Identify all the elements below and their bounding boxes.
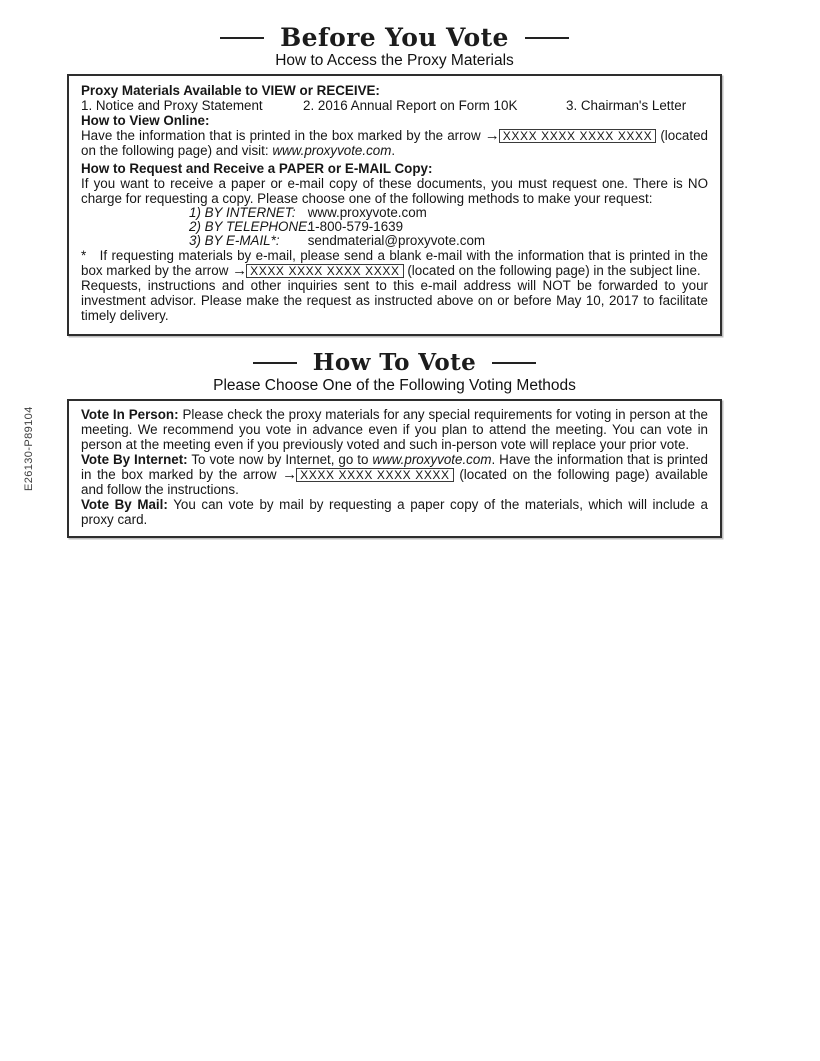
material-item-chairmans-letter: 3. Chairman's Letter — [566, 98, 687, 113]
view-online-text: Have the information that is printed in the box marked by the arrow — [81, 128, 481, 143]
control-number-placeholder: XXXX XXXX XXXX XXXX — [246, 264, 403, 279]
arrow-icon: → — [232, 262, 247, 279]
control-number-placeholder: XXXX XXXX XXXX XXXX — [296, 468, 453, 483]
view-online-paragraph — [81, 128, 708, 158]
proxyvote-url: www.proxyvote.com — [372, 452, 492, 467]
method-value-internet: www.proxyvote.com — [307, 205, 427, 220]
method-label-internet: 1) BY INTERNET: — [189, 205, 296, 220]
vote-by-mail-label: Vote By Mail: — [81, 497, 168, 512]
vote-by-internet-text-after: (located on the following page) available and follow the instructions. — [81, 467, 708, 497]
url-period: . — [391, 143, 396, 158]
footnote-text-after: (located on the following page) in the subject line. — [407, 263, 701, 278]
vote-in-person-paragraph — [81, 407, 708, 452]
method-row-email — [189, 234, 708, 248]
vote-by-internet-paragraph — [81, 452, 708, 497]
vote-in-person-label: Vote In Person: — [81, 407, 179, 422]
vote-in-person-text: Please check the proxy materials for any special requirements for voting in person at the meeting. We recommend you vote in advance even if you plan to attend the meeting. You can vote in person at the meeting even if you previously voted and such in-person vote will replace your prior vote. — [81, 407, 708, 452]
control-number-placeholder: XXXX XXXX XXXX XXXX — [499, 129, 656, 144]
materials-list — [81, 98, 708, 113]
section-title-before-you-vote — [220, 24, 569, 51]
before-you-vote-title-text: Before You Vote — [280, 23, 509, 52]
document-content — [67, 24, 722, 538]
document-control-code: E26130-P89104 — [23, 406, 35, 491]
proxyvote-url: www.proxyvote.com — [272, 143, 392, 158]
vote-by-mail-text: You can vote by mail by requesting a paper copy of the materials, which will include a proxy card. — [81, 497, 708, 527]
before-you-vote-header — [67, 24, 722, 69]
how-to-vote-title-text: How To Vote — [312, 349, 477, 376]
arrow-icon: → — [484, 127, 499, 144]
delivery-note: Requests, instructions and other inquiries sent to this e-mail address will NOT be forwarded to your investment advisor. Please make the request as instructed above on or before May 10, 2017 to facilitate timely delivery. — [81, 278, 708, 323]
method-value-telephone: 1-800-579-1639 — [307, 219, 404, 234]
section-title-how-to-vote — [253, 349, 536, 376]
email-footnote — [81, 248, 708, 278]
title-dash-left-icon — [253, 362, 297, 364]
request-copy-intro: If you want to receive a paper or e-mail copy of these documents, you must request one. There is NO charge for requesting a copy. Please choose one of the following methods to make your request: — [81, 176, 708, 206]
vote-by-internet-text-mid: . Have the information that is printed in the box marked by the arrow — [81, 452, 708, 482]
how-to-vote-subtitle: Please Choose One of the Following Voting Methods — [213, 377, 576, 394]
access-materials-box — [67, 74, 722, 336]
materials-heading: Proxy Materials Available to VIEW or RECEIVE: — [81, 83, 380, 98]
before-you-vote-subtitle: How to Access the Proxy Materials — [275, 52, 514, 69]
request-copy-heading: How to Request and Receive a PAPER or E-MAIL Copy: — [81, 161, 433, 176]
vote-by-internet-label: Vote By Internet: — [81, 452, 188, 467]
request-methods-list — [189, 206, 708, 248]
title-dash-right-icon — [492, 362, 536, 364]
vote-by-mail-paragraph — [81, 497, 708, 527]
method-label-email: 3) BY E-MAIL*: — [189, 233, 280, 248]
title-dash-left-icon — [220, 37, 264, 39]
footnote-text: If requesting materials by e-mail, please send a blank e-mail with the information that is printed in the box marked by the arrow — [81, 248, 708, 278]
method-row-telephone — [189, 220, 708, 234]
arrow-icon: → — [282, 466, 297, 483]
view-online-heading: How to View Online: — [81, 113, 210, 128]
method-label-telephone: 2) BY TELEPHONE: — [189, 219, 311, 234]
material-item-notice: 1. Notice and Proxy Statement — [81, 98, 263, 113]
view-online-text-after: (located on the following page) and visit: — [81, 128, 708, 158]
footnote-asterisk: * — [81, 248, 87, 263]
voting-methods-box — [67, 399, 722, 538]
title-dash-right-icon — [525, 37, 569, 39]
material-item-annual-report: 2. 2016 Annual Report on Form 10K — [303, 98, 518, 113]
method-value-email: sendmaterial@proxyvote.com — [307, 233, 486, 248]
vote-by-internet-text: To vote now by Internet, go to — [191, 452, 369, 467]
method-row-internet — [189, 206, 708, 220]
how-to-vote-header — [67, 349, 722, 394]
